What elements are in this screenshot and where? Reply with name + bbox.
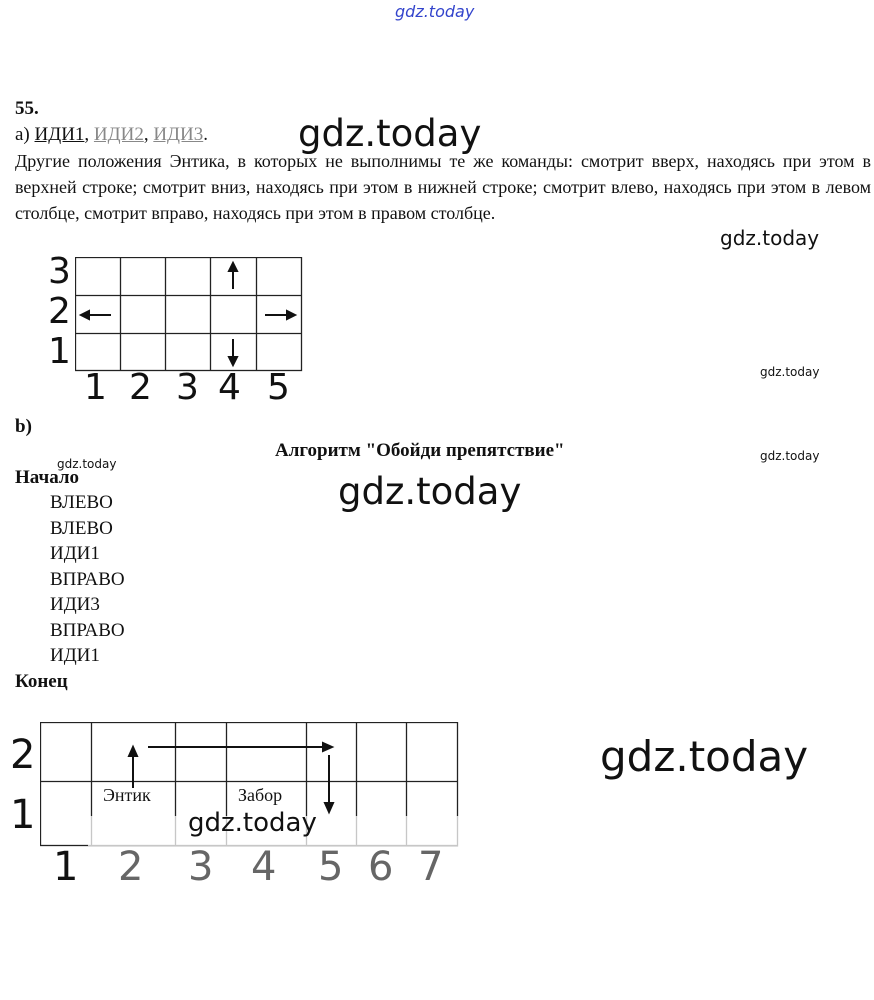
path-down-arrow-icon [325, 755, 333, 812]
algorithm-step: ВЛЕВО [50, 492, 113, 513]
grid-b-col-label: 1 [53, 844, 79, 890]
watermark-top: gdz.today [395, 2, 475, 21]
algorithm-title: Алгоритм "Обойди препятствие" [275, 440, 565, 461]
entik-label: Энтик [103, 785, 151, 805]
grid-a-col-label: 2 [129, 367, 152, 408]
grid-b-col-label: 3 [188, 844, 214, 890]
grid-b-col-label: 6 [368, 844, 394, 890]
grid-b-row-label: 1 [10, 792, 36, 838]
algorithm-step: ИДИ3 [50, 594, 100, 615]
grid-b-row-label: 2 [10, 732, 36, 778]
arrow-left-icon [81, 311, 111, 319]
command-1: ИДИ1 [34, 124, 85, 145]
arrow-up-icon [229, 263, 237, 289]
part-a-line: а) ИДИ1, ИДИ2, ИДИ3. [15, 124, 208, 145]
watermark-medium-1: gdz.today [720, 226, 820, 250]
algorithm-end: Конец [15, 671, 68, 692]
watermark-small-3: gdz.today [57, 457, 117, 471]
watermark-large-1: gdz.today [298, 112, 482, 155]
arrow-down-icon [229, 339, 237, 365]
algorithm-step: ВЛЕВО [50, 517, 113, 539]
algorithm-step: ВПРАВО [50, 619, 125, 641]
watermark-large-3: gdz.today [600, 732, 809, 781]
problem-number: 55. [15, 98, 39, 119]
grid-b-col-label: 2 [118, 844, 144, 890]
part-b-label: b) [15, 416, 32, 437]
grid-a [44, 251, 314, 415]
command-3: ИДИ3 [153, 124, 204, 145]
grid-b-col-label: 7 [418, 844, 444, 890]
arrow-right-icon [265, 311, 295, 319]
zabor-label: Забор [238, 785, 283, 805]
command-2: ИДИ2 [93, 124, 144, 145]
watermark-small-2: gdz.today [760, 449, 820, 463]
grid-a-col-label: 3 [176, 367, 199, 408]
algorithm-step: ИДИ1 [50, 543, 100, 564]
grid-b-col-label: 4 [251, 844, 277, 890]
watermark-medium-2: gdz.today [188, 808, 317, 838]
watermark-large-2: gdz.today [338, 470, 522, 513]
algorithm-step: ВПРАВО [50, 568, 125, 590]
grid-a-row-label: 3 [48, 251, 71, 292]
grid-a-row-label: 1 [48, 331, 71, 372]
watermark-small-1: gdz.today [760, 365, 820, 379]
algorithm-start: Начало [15, 467, 80, 488]
grid-a-row-label: 2 [48, 291, 71, 332]
algorithm-steps [50, 490, 125, 669]
part-a-paragraph: Другие положения Энтика, в которых не выполнимы те же команды: смотрит вверх, находясь при этом в верхней строке; смотрит вниз, находясь при этом в нижней строке; смотрит влево, находясь при этом в левом столбце, смотрит вправо, находясь при этом в правом столбце. [15, 151, 871, 223]
part-a-label: а) [15, 124, 30, 145]
grid-a-col-label: 5 [267, 367, 290, 408]
algorithm-step: ИДИ1 [50, 645, 100, 666]
grid-a-col-label: 4 [218, 367, 241, 408]
grid-a-cells [75, 257, 303, 372]
grid-b-col-label: 5 [318, 844, 344, 890]
grid-a-col-label: 1 [84, 367, 107, 408]
